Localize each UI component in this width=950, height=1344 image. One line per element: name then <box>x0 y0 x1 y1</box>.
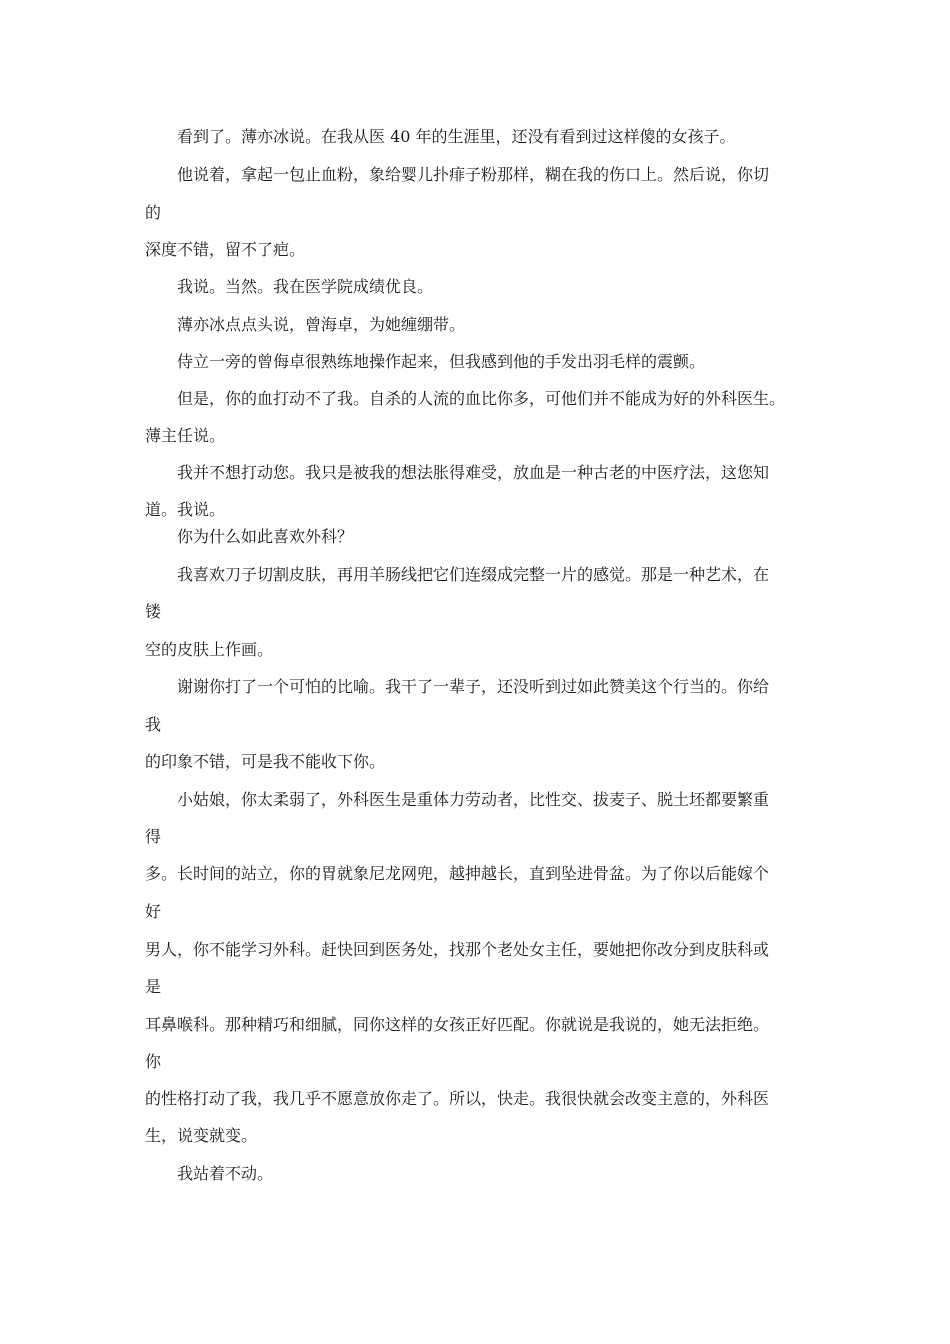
text-line: 我并不想打动您。我只是被我的想法胀得难受，放血是一种古老的中医疗法，这您知 <box>177 463 770 482</box>
text-line: 的 <box>145 203 162 222</box>
text-line: 好 <box>145 902 162 921</box>
text-line: 我 <box>145 715 162 734</box>
text-line: 但是，你的血打动不了我。自杀的人流的血比你多，可他们并不能成为好的外科医生。 <box>177 389 786 408</box>
text-line: 得 <box>145 827 162 846</box>
text-line: 男人，你不能学习外科。赶快回到医务处，找那个老处女主任，要她把你改分到皮肤科或 <box>145 940 770 959</box>
text-line: 你为什么如此喜欢外科？ <box>177 527 354 546</box>
text-line: 生，说变就变。 <box>145 1126 258 1145</box>
text-line: 我喜欢刀子切割皮肤，再用羊肠线把它们连缀成完整一片的感觉。那是一种艺术，在 <box>177 565 770 584</box>
text-line: 他说着，拿起一包止血粉，象给婴儿扑痱子粉那样，糊在我的伤口上。然后说，你切 <box>177 165 770 184</box>
text-line: 是 <box>145 977 162 996</box>
text-line: 的印象不错，可是我不能收下你。 <box>145 752 386 771</box>
text-line: 我站着不动。 <box>177 1164 274 1183</box>
text-line: 看到了。薄亦冰说。在我从医 40 年的生涯里，还没有看到过这样傻的女孩子。 <box>177 127 736 146</box>
text-line: 深度不错，留不了疤。 <box>145 240 306 259</box>
text-line: 多。长时间的站立，你的胃就象尼龙网兜，越抻越长，直到坠进骨盆。为了你以后能嫁个 <box>145 864 770 883</box>
text-line: 我说。当然。我在医学院成绩优良。 <box>177 277 434 296</box>
text-line: 耳鼻喉科。那种精巧和细腻，同你这样的女孩正好匹配。你就说是我说的，她无法拒绝。 <box>145 1015 770 1034</box>
text-line: 薄主任说。 <box>145 426 226 445</box>
text-line: 小姑娘，你太柔弱了，外科医生是重体力劳动者，比性交、拔麦子、脱土坯都要繁重 <box>177 790 770 809</box>
text-line: 空的皮肤上作画。 <box>145 640 274 659</box>
text-line: 的性格打动了我，我几乎不愿意放你走了。所以，快走。我很快就会改变主意的，外科医 <box>145 1089 770 1108</box>
text-line: 侍立一旁的曾侮卓很熟练地操作起来，但我感到他的手发出羽毛样的震颤。 <box>177 352 706 371</box>
text-line: 谢谢你打了一个可怕的比喻。我干了一辈子，还没听到过如此赞美这个行当的。你给 <box>177 677 770 696</box>
text-line: 镂 <box>145 602 162 621</box>
text-line: 薄亦冰点点头说，曾海卓，为她缠绷带。 <box>177 315 466 334</box>
text-line: 道。我说。 <box>145 500 226 519</box>
text-line: 你 <box>145 1052 162 1071</box>
